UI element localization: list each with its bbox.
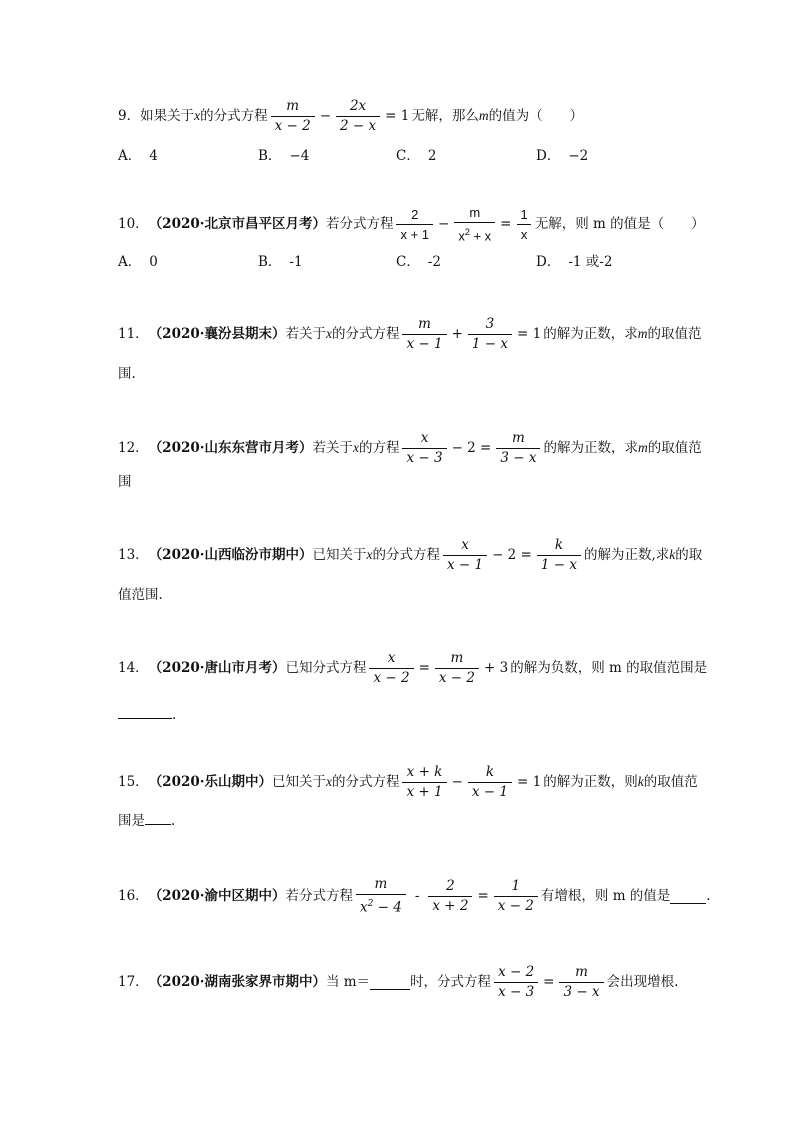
options-q10 xyxy=(118,250,738,270)
fraction: $\frac{m}{3 - x}$ xyxy=(496,430,540,467)
answer-line: . xyxy=(118,704,707,725)
answer-blank[interactable] xyxy=(370,975,410,990)
question-number: 11． xyxy=(118,326,149,342)
options-q9 xyxy=(118,144,738,164)
operator: − xyxy=(438,216,450,232)
variable: x xyxy=(352,440,359,455)
variable: k xyxy=(637,774,644,789)
option-d[interactable]: D． −2 xyxy=(536,148,589,164)
operator: − xyxy=(319,108,332,124)
question-text: 的分式方程 xyxy=(331,774,400,790)
question-text-line2: 围. xyxy=(118,366,136,382)
question-text: 的取值范 xyxy=(647,326,702,342)
question-text: 已知关于 xyxy=(312,547,367,563)
question-9 xyxy=(118,96,583,136)
question-text: 无解，则 m 的值是（ ） xyxy=(534,216,705,232)
variable: x xyxy=(194,108,201,123)
question-source: （2020·湖南张家界市期中） xyxy=(148,974,326,990)
option-a[interactable]: A． 0 xyxy=(118,254,158,270)
variable: k xyxy=(669,547,676,562)
equals: = 1 xyxy=(517,326,542,342)
question-text: 的分式方程 xyxy=(200,108,268,124)
question-text: 的解为正数，求 xyxy=(543,440,638,456)
variable: m xyxy=(478,108,489,123)
fraction: $\frac{m}{3 - x}$ xyxy=(559,964,603,1001)
question-source: （2020·渝中区期中） xyxy=(148,888,286,904)
fraction: $\frac{3}{1 - x}$ xyxy=(468,316,512,353)
question-number: 9． xyxy=(118,108,141,124)
variable: x xyxy=(325,326,332,341)
question-text: 的分式方程 xyxy=(331,326,400,342)
equals: = 1 xyxy=(517,774,542,790)
question-text: 若分式方程 xyxy=(285,888,353,904)
question-number: 13． xyxy=(118,547,149,563)
question-text: 若分式方程 xyxy=(325,216,394,232)
equals: = xyxy=(477,888,489,904)
question-text: 无解，那么 xyxy=(411,108,479,124)
question-source: （2020·唐山市月考） xyxy=(148,660,286,676)
operator: - xyxy=(414,888,420,904)
operator: + 3 xyxy=(484,660,509,676)
question-text: 若关于 xyxy=(285,326,326,342)
question-source: （2020·山西临汾市期中） xyxy=(148,547,313,563)
fraction: $\frac{m}{x^2 - 4}$ xyxy=(356,876,406,917)
question-text: 的取值范 xyxy=(643,774,698,790)
option-d[interactable]: D． -1 或-2 xyxy=(536,254,613,270)
question-text: 如果关于 xyxy=(140,108,195,124)
question-text: 的解为正数,求 xyxy=(583,547,670,563)
variable: x xyxy=(325,774,332,789)
question-13 xyxy=(118,535,702,605)
option-c[interactable]: C． -2 xyxy=(396,254,441,270)
fraction: $\frac{m}{x - 1}$ xyxy=(402,316,446,353)
question-text: 的解为正数，则 xyxy=(543,774,638,790)
question-text-line2: 值范围. xyxy=(118,587,163,603)
variable: m xyxy=(637,326,648,341)
answer-line: 围是 . xyxy=(118,810,698,831)
question-text: 已知分式方程 xyxy=(285,660,367,676)
fraction: $\frac{m}{x - 2}$ xyxy=(435,650,479,687)
fraction: $\frac{x + k}{x + 1}$ xyxy=(402,764,446,801)
question-number: 14． xyxy=(118,660,149,676)
question-text: 的值为（ ） xyxy=(488,108,584,124)
question-text: 时，分式方程 xyxy=(410,974,492,990)
question-source: （2020·襄汾县期末） xyxy=(148,326,286,342)
question-number: 10． xyxy=(118,216,149,232)
question-source: （2020·山东东营市月考） xyxy=(148,440,313,456)
question-text: 已知关于 xyxy=(271,774,326,790)
question-source: （2020·北京市昌平区月考） xyxy=(148,216,326,232)
answer-blank[interactable] xyxy=(145,810,171,825)
fraction: $\frac{x}{x - 3}$ xyxy=(402,430,446,467)
fraction: $\frac{x}{x - 1}$ xyxy=(443,537,487,574)
question-17 xyxy=(118,962,678,1002)
fraction: $\frac{2x}{2 - x}$ xyxy=(336,98,380,135)
question-text: 的取值范 xyxy=(647,440,702,456)
question-16 xyxy=(118,876,711,916)
question-text: 的解为负数，则 m 的取值范围是 xyxy=(510,660,708,676)
question-text: 当 m＝ xyxy=(325,974,371,990)
option-b[interactable]: B． −4 xyxy=(258,148,310,164)
question-12 xyxy=(118,428,702,492)
question-15 xyxy=(118,762,698,831)
period: . xyxy=(706,888,711,904)
question-text: 会出现增根. xyxy=(606,974,679,990)
question-number: 16． xyxy=(118,888,149,904)
fraction: $\frac{1}{x}$ xyxy=(516,206,531,243)
fraction: $\frac{k}{1 - x}$ xyxy=(537,537,581,574)
variable: m xyxy=(637,440,648,455)
fraction: $\frac{x}{x - 2}$ xyxy=(369,650,413,687)
answer-blank[interactable] xyxy=(118,704,172,719)
question-number: 15． xyxy=(118,774,149,790)
equals: = xyxy=(418,660,430,676)
question-number: 12． xyxy=(118,440,149,456)
fraction: $\frac{m}{x - 2}$ xyxy=(271,98,315,135)
equals: = xyxy=(500,216,512,232)
answer-blank[interactable] xyxy=(670,889,706,904)
variable: x xyxy=(366,547,373,562)
question-text: 有增根，则 m 的值是 xyxy=(540,888,671,904)
question-source: （2020·乐山期中） xyxy=(148,774,272,790)
question-text: 若关于 xyxy=(312,440,353,456)
equals: = xyxy=(543,974,555,990)
fraction: $\frac{2}{x + 1}$ xyxy=(396,206,433,243)
option-a[interactable]: A． 4 xyxy=(118,148,158,164)
fraction: $\frac{2}{x + 2}$ xyxy=(428,878,472,915)
equals: = 1 xyxy=(385,108,410,124)
question-text: 的分式方程 xyxy=(372,547,440,563)
question-text: 的方程 xyxy=(358,440,400,456)
question-number: 17． xyxy=(118,974,149,990)
option-b[interactable]: B． -1 xyxy=(258,254,303,270)
question-text: 的解为正数，求 xyxy=(543,326,638,342)
question-text-line2: 围 xyxy=(118,474,132,490)
question-10 xyxy=(118,204,705,244)
fraction: $\frac{m}{x^2 + x}$ xyxy=(454,204,495,244)
operator: + xyxy=(451,326,463,342)
question-11 xyxy=(118,314,701,384)
fraction: $\frac{k}{x - 1}$ xyxy=(468,764,512,801)
option-c[interactable]: C． 2 xyxy=(396,148,437,164)
operator: − 2 = xyxy=(451,440,492,456)
operator: − xyxy=(451,774,463,790)
question-text: 的取 xyxy=(675,547,703,563)
fraction: $\frac{x - 2}{x - 3}$ xyxy=(494,964,538,1001)
operator: − 2 = xyxy=(492,547,532,563)
question-14 xyxy=(118,648,707,725)
fraction: $\frac{1}{x - 2}$ xyxy=(494,878,538,915)
